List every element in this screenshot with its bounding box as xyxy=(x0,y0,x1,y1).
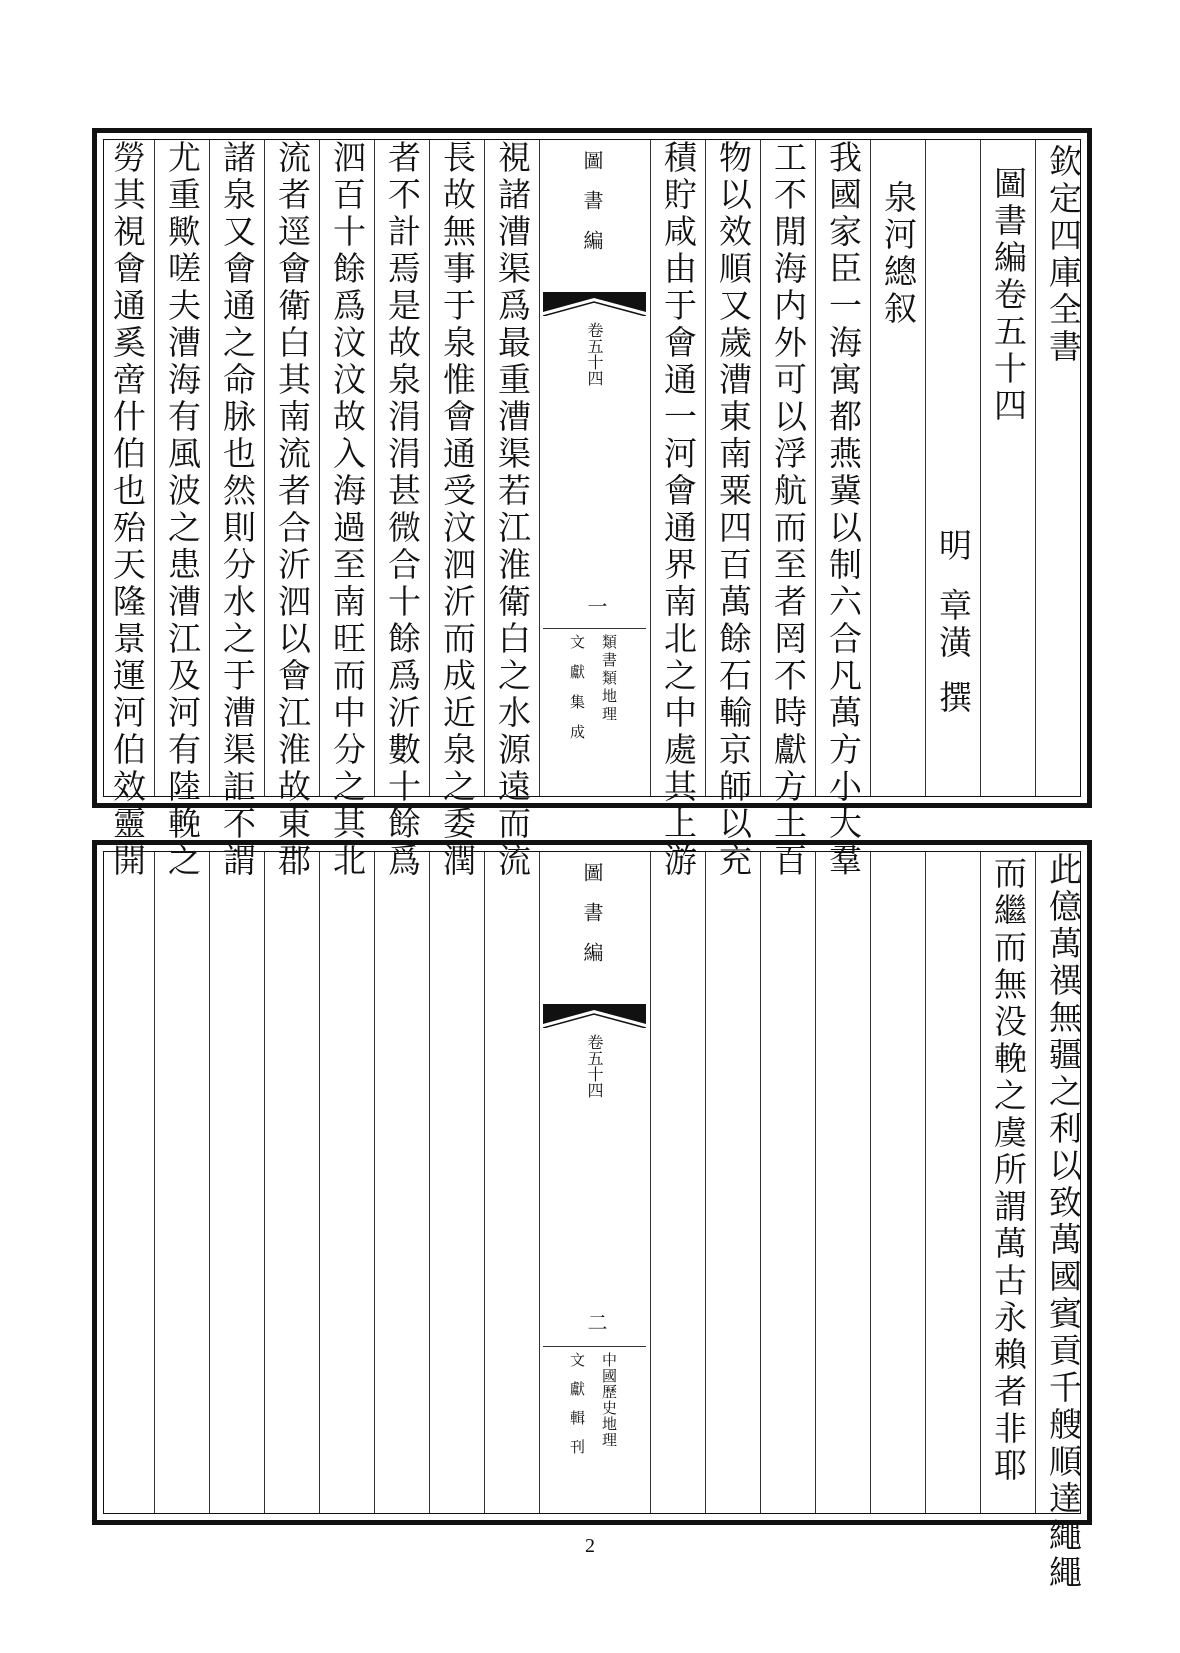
column-rule xyxy=(209,852,210,1513)
text-column: 長故無事于泉惟會通受汶泗沂而成近泉之委潤 xyxy=(438,140,477,880)
dynasty: 明 xyxy=(934,528,973,565)
column-rule xyxy=(650,852,651,1513)
center-title: 圖書編 xyxy=(580,150,604,270)
column-rule xyxy=(705,852,706,1513)
book-header: 欽定四庫全書 xyxy=(1044,144,1083,366)
column-rule xyxy=(980,140,981,796)
center-title: 圖書編 xyxy=(580,862,604,982)
column-rule xyxy=(484,140,485,796)
column-rule xyxy=(264,852,265,1513)
text-column: 流者逕會衛白其南流者合沂泗以會江淮故東郡 xyxy=(273,140,312,880)
column-rule xyxy=(429,852,430,1513)
column-rule xyxy=(154,140,155,796)
text-column: 積貯咸由于會通一河會通界南北之中處其上游 xyxy=(659,140,698,880)
folio-number: 二 xyxy=(584,1312,608,1332)
text-column: 我國家臣一海寓都燕冀以制六合凡萬方小大羣 xyxy=(824,140,863,880)
series-name-left: 文獻集成 xyxy=(568,634,586,754)
text-column: 而繼而無没輓之虞所謂萬古永賴者非耶 xyxy=(989,856,1028,1485)
text-column: 尤重歟嗟夫漕海有風波之患漕江及河有陸輓之 xyxy=(163,140,202,880)
series-name-right: 類書類地理 xyxy=(600,634,618,724)
center-juan: 卷五十四 xyxy=(585,1034,604,1098)
page-inner-border xyxy=(103,139,1083,880)
center-juan: 卷五十四 xyxy=(585,322,604,386)
series-name-right: 中國歷史地理 xyxy=(600,1352,618,1448)
volume-title: 圖書編卷五十四 xyxy=(989,166,1028,425)
page-frame-top xyxy=(92,128,1092,880)
text-column: 諸泉又會通之命脉也然則分水之于漕渠詎不謂 xyxy=(218,140,257,880)
column-rule xyxy=(870,140,871,796)
column-rule xyxy=(209,140,210,796)
text-column: 物以效順又歲漕東南粟四百萬餘石輸京師以充 xyxy=(714,140,753,880)
fishtail-mark xyxy=(543,292,646,316)
text-column: 勞其視會通奚啻什伯也殆天隆景運河伯效靈開 xyxy=(108,140,147,880)
column-rule xyxy=(484,852,485,1513)
column-rule xyxy=(264,140,265,796)
author-name: 章潢 xyxy=(934,588,973,662)
column-rule xyxy=(319,140,320,796)
folio-number: 一 xyxy=(584,596,608,616)
page-frame-bottom xyxy=(92,840,1092,1592)
column-rule xyxy=(650,140,651,796)
column-rule xyxy=(374,852,375,1513)
column-rule xyxy=(815,140,816,796)
text-column: 者不計焉是故泉涓涓甚微合十餘爲沂數十餘爲 xyxy=(383,140,422,880)
column-rule xyxy=(760,852,761,1513)
page-inner-border xyxy=(103,851,1083,1592)
column-rule xyxy=(429,140,430,796)
author-role: 撰 xyxy=(934,680,973,717)
column-rule xyxy=(154,852,155,1513)
column-rule xyxy=(870,852,871,1513)
fishtail-mark xyxy=(543,1004,646,1028)
column-rule xyxy=(925,852,926,1513)
column-rule xyxy=(1035,852,1036,1513)
column-rule xyxy=(1035,140,1036,796)
text-column: 泗百十餘爲汶汶故入海過至南旺而中分之其北 xyxy=(328,140,367,880)
column-rule xyxy=(319,852,320,1513)
column-rule xyxy=(980,852,981,1513)
column-rule xyxy=(374,140,375,796)
column-rule xyxy=(705,140,706,796)
column-rule xyxy=(925,140,926,796)
column-rule xyxy=(815,852,816,1513)
page-number: 2 xyxy=(585,1535,595,1557)
section-title: 泉河總叙 xyxy=(879,180,918,328)
text-column: 此億萬禩無疆之利以致萬國賓貢千艘順達繩繩 xyxy=(1044,852,1083,1592)
fold-center-column xyxy=(539,140,650,796)
fold-center-column xyxy=(539,852,650,1513)
text-column: 視諸漕渠爲最重漕渠若江淮衛白之水源遠而流 xyxy=(493,140,532,880)
text-column: 工不閒海内外可以浮航而至者罔不時獻方土百 xyxy=(769,140,808,880)
column-rule xyxy=(760,140,761,796)
series-name-left: 文獻輯刊 xyxy=(568,1352,586,1468)
